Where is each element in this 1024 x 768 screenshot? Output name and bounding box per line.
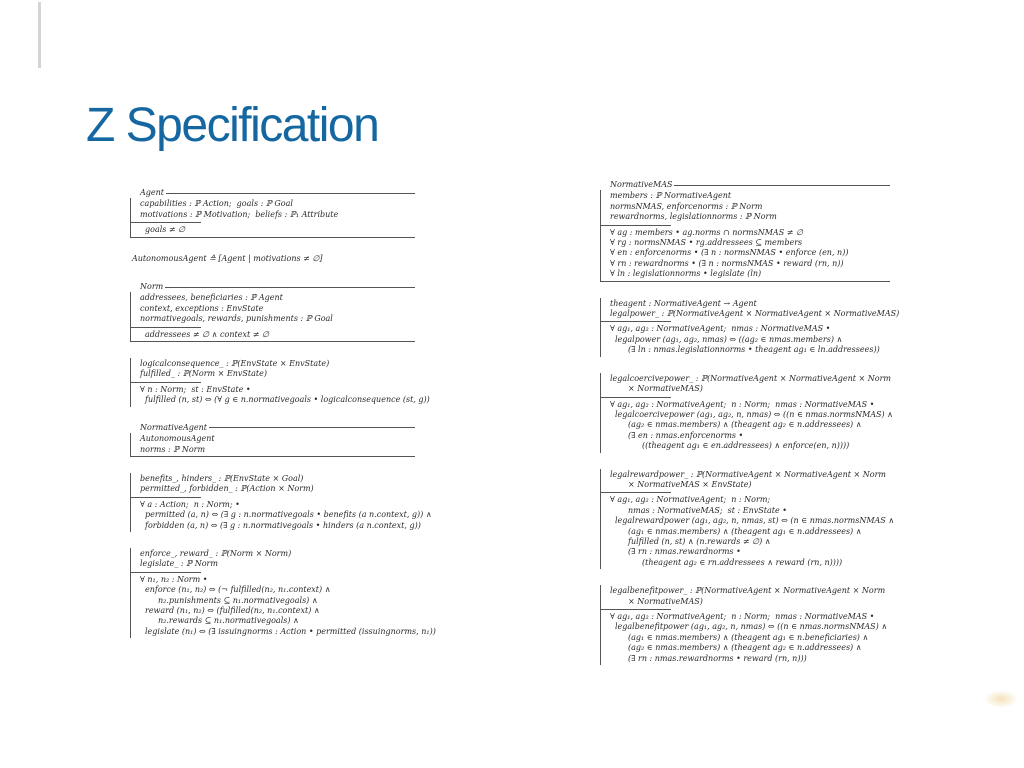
pred-line: n₂.punishments ⊆ n₁.normativegoals) ∧ (158, 595, 318, 605)
decl-line: legalrewardpower_ : ℙ(NormativeAgent × NormativeAgent × Norm (610, 469, 886, 479)
pred-line: ∀ ag : members • ag.norms ∩ normsNMAS ≠ ∅ (610, 227, 803, 237)
schema-name: Norm (140, 282, 164, 292)
decl-line: members : ℙ NormativeAgent (610, 191, 732, 201)
decl-line: legalpower_ : ℙ(NormativeAgent × NormativeAgent × NormativeMAS) (610, 309, 900, 319)
pred-line: (∃ ln : nmas.legislationnorms • theagent ag₁ ∈ ln.addressees)) (628, 345, 880, 355)
schema-agent (130, 188, 415, 238)
pred-line: ∀ a : Action; n : Norm; • (140, 499, 240, 509)
decl-line: × NormativeMAS) (628, 596, 703, 606)
decl-line: addressees, beneficiaries : ℙ Agent (140, 293, 283, 303)
left-spec-column (130, 188, 436, 654)
axdef-reward-power (600, 469, 895, 570)
decl-line: AutonomousAgent (140, 434, 215, 444)
axdef-benefits (130, 473, 432, 532)
decl-line: permitted_, forbidden_ : ℙ(Action × Norm) (140, 484, 314, 494)
pred-line: ∀ ag₁, ag₂ : NormativeAgent; nmas : NormativeMAS • (610, 324, 831, 334)
decl-line: motivations : ℙ Motivation; beliefs : ℙ₁ Attribute (140, 209, 339, 219)
decl-line: normativegoals, rewards, punishments : ℙ Goal (140, 314, 333, 324)
schema-norm (130, 282, 415, 342)
pred-line: ∀ rn : rewardnorms • (∃ n : normsNMAS • reward (rn, n)) (610, 258, 844, 268)
pred-line: ∀ ag₁, ag₂ : NormativeAgent; n : Norm; (610, 495, 771, 505)
pred-line: (theagent ag₂ ∈ rn.addressees ∧ reward (rn, n)))) (642, 557, 843, 567)
pred-line: (∃ rn : nmas.rewardnorms • reward (rn, n))) (628, 653, 807, 663)
axdef-legalpower (600, 298, 900, 357)
decl-line: fulfilled_ : ℙ(Norm × EnvState) (140, 369, 267, 379)
pred-line: ∀ ag₁, ag₂ : NormativeAgent; n : Norm; nmas : NormativeMAS • (610, 399, 875, 409)
axdef-enforce (130, 548, 436, 638)
decl-line: context, exceptions : EnvState (140, 303, 264, 313)
decl-line: benefits_, hinders_ : ℙ(EnvState × Goal) (140, 473, 304, 483)
corner-highlight (984, 690, 1018, 708)
pred-line: ∀ n : Norm; st : EnvState • (140, 384, 251, 394)
pred-line: reward (n₁, n₂) ⇔ (fulfilled(n₂, n₁.context) ∧ (145, 605, 320, 615)
pred-line: forbidden (a, n) ⇔ (∃ g : n.normativegoals • hinders (a n.context, g)) (145, 520, 421, 530)
pred-line: (ag₂ ∈ nmas.members) ∧ (theagent ag₂ ∈ n.addressees) ∧ (628, 643, 862, 653)
pred-line: (ag₁ ∈ nmas.members) ∧ (theagent ag₁ ∈ n.beneficiaries) ∧ (628, 632, 869, 642)
axdef-benefit-power (600, 585, 890, 665)
pred-line: ∀ en : enforcenorms • (∃ n : normsNMAS • enforce (en, n)) (610, 248, 849, 258)
pred-line: ∀ rg : normsNMAS • rg.addressees ⊆ members (610, 238, 803, 248)
decl-line: norms : ℙ Norm (140, 444, 206, 454)
pred-line: addressees ≠ ∅ ∧ context ≠ ∅ (145, 329, 269, 339)
pred-line: ∀ ln : legislationnorms • legislate (ln) (610, 269, 762, 279)
decl-line: enforce_, reward_ : ℙ(Norm × Norm) (140, 548, 292, 558)
decl-line: legislate_ : ℙ Norm (140, 559, 218, 569)
schema-name: Agent (140, 188, 164, 197)
pred-line: (∃ en : nmas.enforcenorms • (628, 430, 744, 440)
pred-line: (∃ rn : nmas.rewardnorms • (628, 547, 741, 557)
decl-line: logicalconsequence_ : ℙ(EnvState × EnvState) (140, 359, 330, 369)
pred-line: fulfilled (n, st) ∧ (n.rewards ≠ ∅) ∧ (628, 536, 771, 546)
axdef-coercive-power (600, 373, 894, 453)
pred-line: nmas : NormativeMAS; st : EnvState • (628, 505, 787, 515)
decl-line: normsNMAS, enforcenorms : ℙ Norm (610, 201, 763, 211)
autonomous-agent-def: AutonomousAgent ≙ [Agent | motivations ≠ ∅] (132, 253, 323, 263)
slide-title: Z Specification (86, 99, 379, 152)
decl-line: rewardnorms, legislationnorms : ℙ Norm (610, 212, 777, 222)
pred-line: legalpower (ag₁, ag₂, nmas) ⇔ ((ag₂ ∈ nmas.members) ∧ (615, 334, 843, 344)
schema-name: NormativeMAS (610, 180, 673, 189)
pred-line: ∀ ag₁, ag₂ : NormativeAgent; n : Norm; nmas : NormativeMAS • (610, 612, 875, 621)
pred-line: ∀ n₁, n₂ : Norm • (140, 574, 208, 584)
pred-line: permitted (a, n) ⇔ (∃ g : n.normativegoals • benefits (a n.context, g)) ∧ (145, 510, 432, 520)
schema-normative-mas (600, 180, 890, 282)
pred-line: fulfilled (n, st) ⇔ (∀ g ∈ n.normativegoals • logicalconsequence (st, g)) (145, 395, 430, 405)
decl-line: theagent : NormativeAgent → Agent (610, 298, 757, 308)
pred-line: legislate (n₁) ⇔ (∃ issuingnorms : Action • permitted (issuingnorms, n₁)) (145, 626, 436, 636)
axdef-logical (130, 358, 430, 407)
pred-line: (ag₂ ∈ nmas.members) ∧ (theagent ag₂ ∈ n.addressees) ∧ (628, 420, 862, 430)
pred-line: legalrewardpower (ag₁, ag₂, n, nmas, st) ⇔ (n ∈ nmas.normsNMAS ∧ (615, 516, 895, 526)
decl-line: capabilities : ℙ Action; goals : ℙ Goal (140, 199, 293, 209)
schema-name: NormativeAgent (140, 422, 208, 432)
pred-line: legalbenefitpower (ag₁, ag₂, n, nmas) ⇔ ((n ∈ nmas.normsNMAS) ∧ (615, 622, 888, 632)
right-spec-column (600, 180, 900, 681)
pred-line: ((theagent ag₁ ∈ en.addressees) ∧ enforce(en, n)))) (642, 441, 850, 451)
pred-line: (ag₁ ∈ nmas.members) ∧ (theagent ag₁ ∈ n.addressees) ∧ (628, 526, 862, 536)
decl-line: × NormativeMAS × EnvState) (628, 479, 752, 489)
pred-line: enforce (n₁, n₂) ⇔ (¬ fulfilled(n₂, n₁.context) ∧ (145, 585, 331, 595)
decl-line: legalcoercivepower_ : ℙ(NormativeAgent × NormativeAgent × Norm (610, 373, 892, 383)
pred-line: n₂.rewards ⊆ n₁.normativegoals) ∧ (158, 616, 299, 626)
pred-line: goals ≠ ∅ (145, 225, 186, 235)
decl-line: × NormativeMAS) (628, 384, 703, 394)
slide-accent-bar (38, 2, 41, 68)
decl-line: legalbenefitpower_ : ℙ(NormativeAgent × NormativeAgent × Norm (610, 586, 886, 596)
pred-line: legalcoercivepower (ag₁, ag₂, n, nmas) ⇔ ((n ∈ nmas.normsNMAS) ∧ (615, 409, 894, 419)
schema-normative-agent (130, 423, 415, 457)
